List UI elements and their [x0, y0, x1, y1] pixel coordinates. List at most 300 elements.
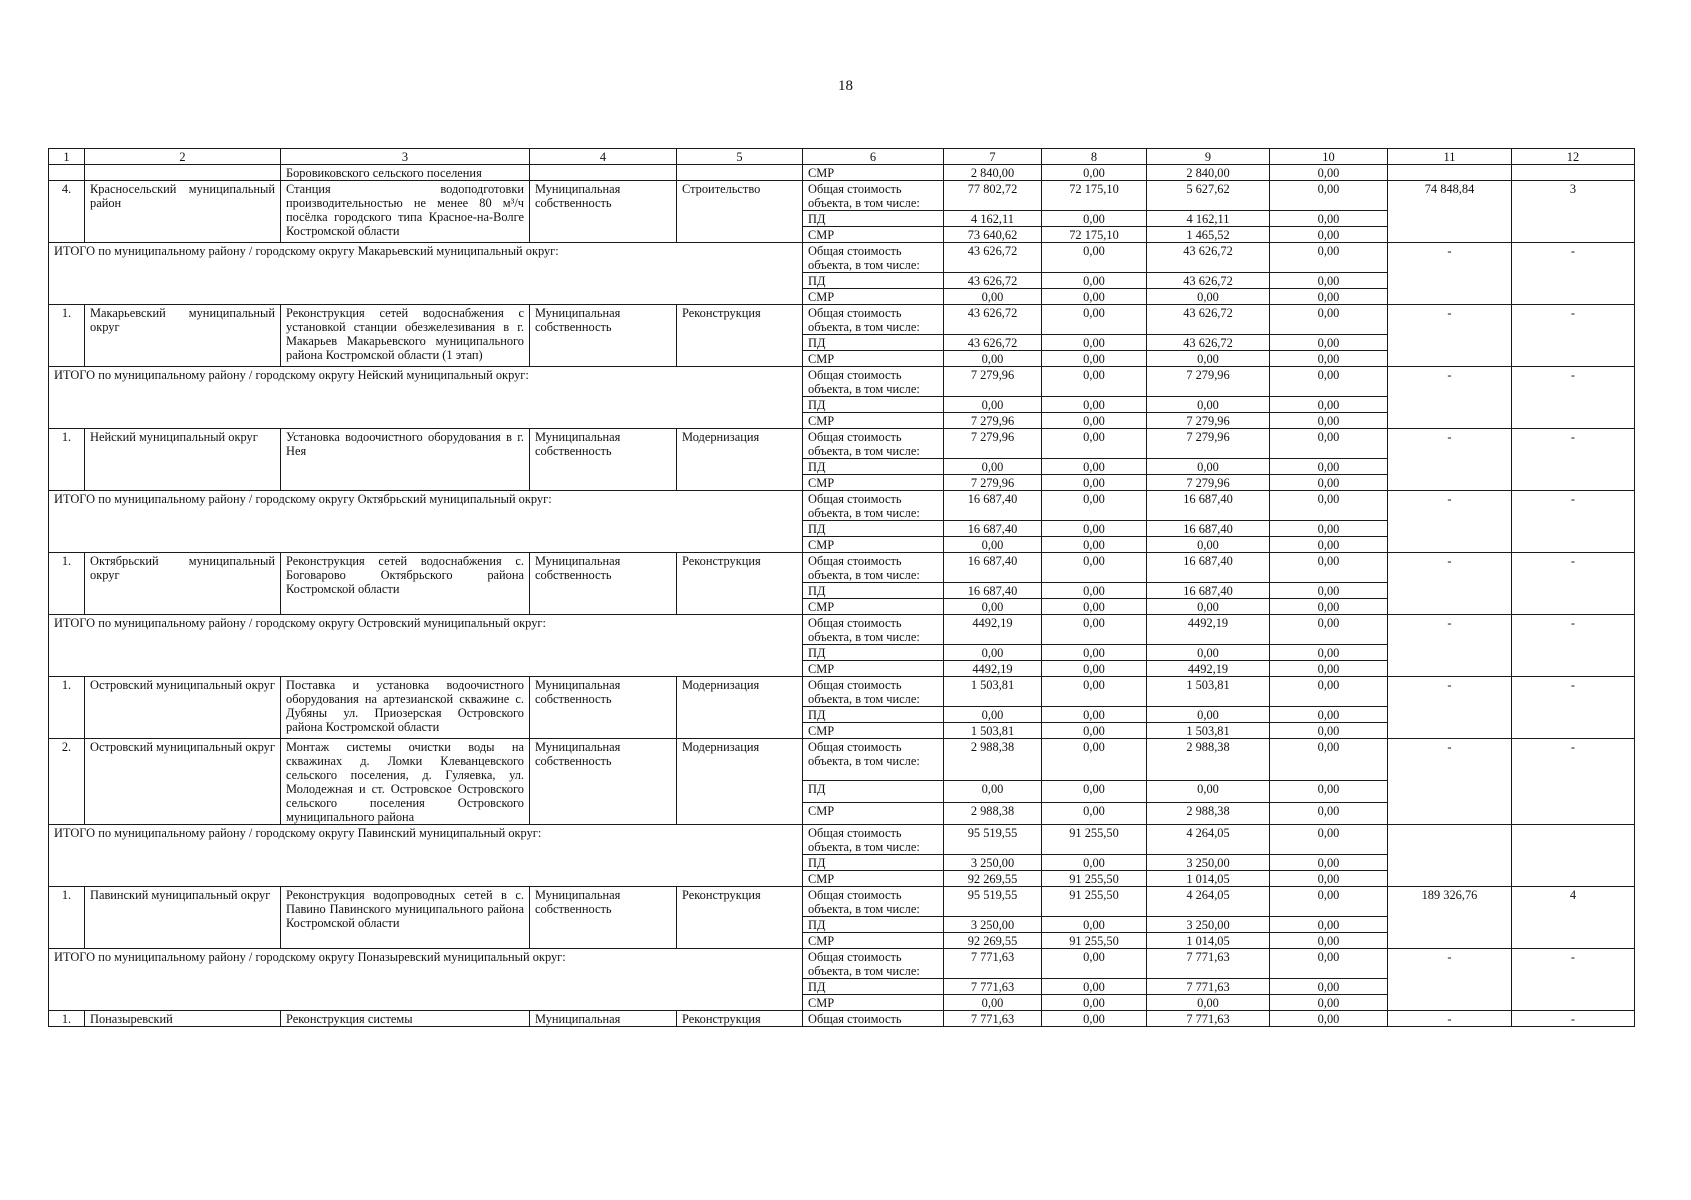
ownership-cell: [530, 165, 677, 181]
regional-budget-cell: 7 279,96: [1147, 475, 1270, 491]
regional-budget-cell: 7 279,96: [1147, 429, 1270, 459]
local-budget-cell: 0,00: [1270, 273, 1388, 289]
total-cost-cell: 4492,19: [944, 615, 1042, 645]
total-cost-cell: 0,00: [944, 397, 1042, 413]
column-12-cell: -: [1512, 949, 1635, 1011]
local-budget-cell: 0,00: [1270, 933, 1388, 949]
subtotal-label-cell: ИТОГО по муниципальному району / городскому округу Поназыревский муниципальный округ:: [49, 949, 803, 1011]
work-type-cell: Реконструкция: [677, 305, 803, 367]
table-row: [49, 1011, 1635, 1027]
column-number-header: 4: [530, 149, 677, 165]
local-budget-cell: 0,00: [1270, 397, 1388, 413]
cost-type-cell: СМР: [803, 933, 944, 949]
column-11-cell: -: [1388, 1011, 1512, 1027]
row-number-cell: 1.: [49, 887, 85, 949]
total-cost-cell: 0,00: [944, 537, 1042, 553]
row-number-cell: 1.: [49, 429, 85, 491]
cost-type-cell: Общая стоимость объекта, в том числе:: [803, 825, 944, 855]
column-12-cell: -: [1512, 429, 1635, 491]
federal-budget-cell: 0,00: [1042, 802, 1147, 824]
local-budget-cell: 0,00: [1270, 802, 1388, 824]
cost-type-cell: СМР: [803, 995, 944, 1011]
work-type-cell: Реконструкция: [677, 887, 803, 949]
regional-budget-cell: 2 988,38: [1147, 802, 1270, 824]
ownership-cell: Муниципальная: [530, 1011, 677, 1027]
regional-budget-cell: 1 503,81: [1147, 677, 1270, 707]
regional-budget-cell: 16 687,40: [1147, 521, 1270, 537]
column-12-cell: -: [1512, 1011, 1635, 1027]
regional-budget-cell: 4 264,05: [1147, 825, 1270, 855]
federal-budget-cell: 0,00: [1042, 351, 1147, 367]
total-cost-cell: 43 626,72: [944, 243, 1042, 273]
cost-type-cell: ПД: [803, 855, 944, 871]
column-11-cell: 189 326,76: [1388, 887, 1512, 949]
column-12-cell: -: [1512, 491, 1635, 553]
total-cost-cell: 16 687,40: [944, 521, 1042, 537]
column-number-header: 11: [1388, 149, 1512, 165]
object-name-cell: Поставка и установка водоочистного оборудования на артезианской скважине с. Дубяны ул. Приозерская Островского района Костромской области: [281, 677, 530, 739]
column-number-header: 6: [803, 149, 944, 165]
column-12-cell: [1512, 825, 1635, 887]
cost-type-cell: Общая стоимость объекта, в том числе:: [803, 887, 944, 917]
local-budget-cell: 0,00: [1270, 599, 1388, 615]
column-number-header: 3: [281, 149, 530, 165]
table-row: [49, 181, 1635, 211]
cost-type-cell: СМР: [803, 351, 944, 367]
regional-budget-cell: 3 250,00: [1147, 855, 1270, 871]
subtotal-row: [49, 243, 1635, 273]
regional-budget-cell: 43 626,72: [1147, 335, 1270, 351]
total-cost-cell: 0,00: [944, 645, 1042, 661]
total-cost-cell: 73 640,62: [944, 227, 1042, 243]
total-cost-cell: 0,00: [944, 459, 1042, 475]
total-cost-cell: 3 250,00: [944, 855, 1042, 871]
subtotal-row: [49, 367, 1635, 397]
subtotal-label-cell: ИТОГО по муниципальному району / городскому округу Нейский муниципальный округ:: [49, 367, 803, 429]
regional-budget-cell: 4 264,05: [1147, 887, 1270, 917]
local-budget-cell: 0,00: [1270, 707, 1388, 723]
regional-budget-cell: 5 627,62: [1147, 181, 1270, 211]
regional-budget-cell: 0,00: [1147, 351, 1270, 367]
total-cost-cell: 0,00: [944, 995, 1042, 1011]
cost-type-cell: СМР: [803, 871, 944, 887]
local-budget-cell: 0,00: [1270, 429, 1388, 459]
federal-budget-cell: 0,00: [1042, 645, 1147, 661]
regional-budget-cell: 3 250,00: [1147, 917, 1270, 933]
federal-budget-cell: 0,00: [1042, 165, 1147, 181]
total-cost-cell: 2 840,00: [944, 165, 1042, 181]
total-cost-cell: 95 519,55: [944, 825, 1042, 855]
federal-budget-cell: 0,00: [1042, 739, 1147, 781]
column-number-header: 12: [1512, 149, 1635, 165]
local-budget-cell: 0,00: [1270, 645, 1388, 661]
row-number-cell: 4.: [49, 181, 85, 243]
regional-budget-cell: 0,00: [1147, 995, 1270, 1011]
row-number-cell: 1.: [49, 677, 85, 739]
cost-type-cell: Общая стоимость объекта, в том числе:: [803, 739, 944, 781]
federal-budget-cell: 91 255,50: [1042, 933, 1147, 949]
cost-type-cell: ПД: [803, 780, 944, 802]
local-budget-cell: 0,00: [1270, 305, 1388, 335]
federal-budget-cell: 0,00: [1042, 707, 1147, 723]
local-budget-cell: 0,00: [1270, 871, 1388, 887]
column-number-header: 10: [1270, 149, 1388, 165]
work-type-cell: Модернизация: [677, 677, 803, 739]
total-cost-cell: 7 279,96: [944, 367, 1042, 397]
federal-budget-cell: 0,00: [1042, 289, 1147, 305]
total-cost-cell: 7 279,96: [944, 429, 1042, 459]
regional-budget-cell: 0,00: [1147, 707, 1270, 723]
total-cost-cell: 0,00: [944, 707, 1042, 723]
federal-budget-cell: 0,00: [1042, 211, 1147, 227]
local-budget-cell: 0,00: [1270, 351, 1388, 367]
column-12-cell: [1512, 165, 1635, 181]
cost-type-cell: Общая стоимость: [803, 1011, 944, 1027]
federal-budget-cell: 0,00: [1042, 661, 1147, 677]
regional-budget-cell: 1 503,81: [1147, 723, 1270, 739]
column-12-cell: -: [1512, 677, 1635, 739]
federal-budget-cell: 0,00: [1042, 367, 1147, 397]
cost-type-cell: Общая стоимость объекта, в том числе:: [803, 181, 944, 211]
table-row: [49, 429, 1635, 459]
local-budget-cell: 0,00: [1270, 367, 1388, 397]
object-name-cell: Боровиковского сельского поселения: [281, 165, 530, 181]
total-cost-cell: 95 519,55: [944, 887, 1042, 917]
regional-budget-cell: 1 465,52: [1147, 227, 1270, 243]
local-budget-cell: 0,00: [1270, 723, 1388, 739]
federal-budget-cell: 0,00: [1042, 583, 1147, 599]
subtotal-row: [49, 825, 1635, 855]
object-name-cell: Монтаж системы очистки воды на скважинах д. Ломки Клеванцевского сельского поселения, д. Гуляевка, ул. Молодежная и ст. Островское Островского сельского поселения Островского муниципального района: [281, 739, 530, 825]
column-11-cell: -: [1388, 491, 1512, 553]
work-type-cell: Строительство: [677, 181, 803, 243]
cost-type-cell: СМР: [803, 537, 944, 553]
regional-budget-cell: 43 626,72: [1147, 243, 1270, 273]
total-cost-cell: 43 626,72: [944, 305, 1042, 335]
row-number-cell: 2.: [49, 739, 85, 825]
federal-budget-cell: 72 175,10: [1042, 181, 1147, 211]
subtotal-row: [49, 615, 1635, 645]
federal-budget-cell: 0,00: [1042, 491, 1147, 521]
column-11-cell: -: [1388, 243, 1512, 305]
municipality-cell: Островский муниципальный округ: [85, 677, 281, 739]
row-number-cell: 1.: [49, 305, 85, 367]
federal-budget-cell: 91 255,50: [1042, 887, 1147, 917]
total-cost-cell: 2 988,38: [944, 739, 1042, 781]
federal-budget-cell: 72 175,10: [1042, 227, 1147, 243]
local-budget-cell: 0,00: [1270, 995, 1388, 1011]
regional-budget-cell: 0,00: [1147, 537, 1270, 553]
municipality-cell: Поназыревский: [85, 1011, 281, 1027]
table-row: [49, 165, 1635, 181]
federal-budget-cell: 0,00: [1042, 723, 1147, 739]
federal-budget-cell: 0,00: [1042, 459, 1147, 475]
regional-budget-cell: 0,00: [1147, 599, 1270, 615]
cost-type-cell: Общая стоимость объекта, в том числе:: [803, 367, 944, 397]
cost-type-cell: ПД: [803, 335, 944, 351]
cost-type-cell: Общая стоимость объекта, в том числе:: [803, 305, 944, 335]
subtotal-label-cell: ИТОГО по муниципальному району / городскому округу Павинский муниципальный округ:: [49, 825, 803, 887]
object-name-cell: Реконструкция водопроводных сетей в с. Павино Павинского муниципального района Костромской области: [281, 887, 530, 949]
cost-type-cell: Общая стоимость объекта, в том числе:: [803, 553, 944, 583]
work-type-cell: Реконструкция: [677, 553, 803, 615]
total-cost-cell: 77 802,72: [944, 181, 1042, 211]
column-number-header: 1: [49, 149, 85, 165]
column-11-cell: -: [1388, 429, 1512, 491]
investment-objects-table: [48, 148, 1635, 1027]
cost-type-cell: ПД: [803, 397, 944, 413]
regional-budget-cell: 7 279,96: [1147, 367, 1270, 397]
federal-budget-cell: 0,00: [1042, 413, 1147, 429]
ownership-cell: Муниципальная собственность: [530, 429, 677, 491]
object-name-cell: Установка водоочистного оборудования в г. Нея: [281, 429, 530, 491]
column-12-cell: -: [1512, 367, 1635, 429]
local-budget-cell: 0,00: [1270, 181, 1388, 211]
table-row: [49, 677, 1635, 707]
cost-type-cell: ПД: [803, 583, 944, 599]
regional-budget-cell: 43 626,72: [1147, 273, 1270, 289]
cost-type-cell: ПД: [803, 645, 944, 661]
cost-type-cell: СМР: [803, 475, 944, 491]
total-cost-cell: 16 687,40: [944, 491, 1042, 521]
federal-budget-cell: 0,00: [1042, 553, 1147, 583]
municipality-cell: Красносельский муниципальный район: [85, 181, 281, 243]
federal-budget-cell: 91 255,50: [1042, 871, 1147, 887]
column-number-header: 8: [1042, 149, 1147, 165]
cost-type-cell: Общая стоимость объекта, в том числе:: [803, 491, 944, 521]
total-cost-cell: 4 162,11: [944, 211, 1042, 227]
local-budget-cell: 0,00: [1270, 335, 1388, 351]
subtotal-row: [49, 949, 1635, 979]
local-budget-cell: 0,00: [1270, 780, 1388, 802]
regional-budget-cell: 0,00: [1147, 289, 1270, 305]
municipality-cell: Павинский муниципальный округ: [85, 887, 281, 949]
table-row: [49, 739, 1635, 781]
local-budget-cell: 0,00: [1270, 521, 1388, 537]
federal-budget-cell: 0,00: [1042, 979, 1147, 995]
local-budget-cell: 0,00: [1270, 677, 1388, 707]
regional-budget-cell: 0,00: [1147, 780, 1270, 802]
table-row: [49, 887, 1635, 917]
federal-budget-cell: 0,00: [1042, 335, 1147, 351]
subtotal-label-cell: ИТОГО по муниципальному району / городскому округу Островский муниципальный округ:: [49, 615, 803, 677]
column-12-cell: -: [1512, 243, 1635, 305]
ownership-cell: Муниципальная собственность: [530, 887, 677, 949]
column-11-cell: [1388, 825, 1512, 887]
local-budget-cell: 0,00: [1270, 243, 1388, 273]
federal-budget-cell: 0,00: [1042, 1011, 1147, 1027]
cost-type-cell: Общая стоимость объекта, в том числе:: [803, 243, 944, 273]
municipality-cell: Островский муниципальный округ: [85, 739, 281, 825]
local-budget-cell: 0,00: [1270, 615, 1388, 645]
federal-budget-cell: 0,00: [1042, 397, 1147, 413]
local-budget-cell: 0,00: [1270, 917, 1388, 933]
column-number-header: 2: [85, 149, 281, 165]
total-cost-cell: 1 503,81: [944, 723, 1042, 739]
cost-type-cell: Общая стоимость объекта, в том числе:: [803, 949, 944, 979]
regional-budget-cell: 7 279,96: [1147, 413, 1270, 429]
subtotal-label-cell: ИТОГО по муниципальному району / городскому округу Октябрьский муниципальный округ:: [49, 491, 803, 553]
subtotal-row: [49, 491, 1635, 521]
local-budget-cell: 0,00: [1270, 887, 1388, 917]
column-number-header: 7: [944, 149, 1042, 165]
total-cost-cell: 92 269,55: [944, 871, 1042, 887]
municipality-cell: Октябрьский муниципальный округ: [85, 553, 281, 615]
total-cost-cell: 0,00: [944, 780, 1042, 802]
table-row: [49, 553, 1635, 583]
cost-type-cell: ПД: [803, 707, 944, 723]
cost-type-cell: Общая стоимость объекта, в том числе:: [803, 615, 944, 645]
total-cost-cell: 7 771,63: [944, 1011, 1042, 1027]
page-number: 18: [838, 78, 853, 94]
work-type-cell: [677, 165, 803, 181]
total-cost-cell: 4492,19: [944, 661, 1042, 677]
cost-type-cell: ПД: [803, 521, 944, 537]
column-12-cell: -: [1512, 739, 1635, 825]
column-12-cell: -: [1512, 615, 1635, 677]
cost-type-cell: ПД: [803, 979, 944, 995]
ownership-cell: Муниципальная собственность: [530, 677, 677, 739]
subtotal-label-cell: ИТОГО по муниципальному району / городскому округу Макарьевский муниципальный округ:: [49, 243, 803, 305]
total-cost-cell: 16 687,40: [944, 553, 1042, 583]
federal-budget-cell: 0,00: [1042, 780, 1147, 802]
cost-type-cell: СМР: [803, 413, 944, 429]
cost-type-cell: ПД: [803, 211, 944, 227]
local-budget-cell: 0,00: [1270, 475, 1388, 491]
column-11-cell: -: [1388, 553, 1512, 615]
cost-type-cell: СМР: [803, 165, 944, 181]
regional-budget-cell: 2 988,38: [1147, 739, 1270, 781]
object-name-cell: Реконструкция сетей водоснабжения с установкой станции обезжелезивания в г. Макарьев Макарьевского муниципального района Костромской области (1 этап): [281, 305, 530, 367]
row-number-cell: 1.: [49, 553, 85, 615]
local-budget-cell: 0,00: [1270, 289, 1388, 305]
object-name-cell: Реконструкция системы: [281, 1011, 530, 1027]
local-budget-cell: 0,00: [1270, 661, 1388, 677]
total-cost-cell: 43 626,72: [944, 273, 1042, 289]
local-budget-cell: 0,00: [1270, 739, 1388, 781]
federal-budget-cell: 0,00: [1042, 243, 1147, 273]
local-budget-cell: 0,00: [1270, 553, 1388, 583]
column-11-cell: [1388, 165, 1512, 181]
cost-type-cell: Общая стоимость объекта, в том числе:: [803, 429, 944, 459]
total-cost-cell: 0,00: [944, 289, 1042, 305]
cost-type-cell: ПД: [803, 459, 944, 475]
cost-type-cell: ПД: [803, 917, 944, 933]
regional-budget-cell: 1 014,05: [1147, 871, 1270, 887]
regional-budget-cell: 0,00: [1147, 645, 1270, 661]
column-number-header: 5: [677, 149, 803, 165]
total-cost-cell: 3 250,00: [944, 917, 1042, 933]
cost-type-cell: СМР: [803, 661, 944, 677]
local-budget-cell: 0,00: [1270, 459, 1388, 475]
column-11-cell: -: [1388, 305, 1512, 367]
local-budget-cell: 0,00: [1270, 979, 1388, 995]
federal-budget-cell: 0,00: [1042, 475, 1147, 491]
regional-budget-cell: 0,00: [1147, 397, 1270, 413]
federal-budget-cell: 0,00: [1042, 917, 1147, 933]
federal-budget-cell: 0,00: [1042, 995, 1147, 1011]
column-11-cell: -: [1388, 677, 1512, 739]
federal-budget-cell: 0,00: [1042, 521, 1147, 537]
federal-budget-cell: 0,00: [1042, 305, 1147, 335]
column-number-header: 9: [1147, 149, 1270, 165]
regional-budget-cell: 43 626,72: [1147, 305, 1270, 335]
ownership-cell: Муниципальная собственность: [530, 305, 677, 367]
local-budget-cell: 0,00: [1270, 825, 1388, 855]
column-12-cell: -: [1512, 305, 1635, 367]
table-row: [49, 305, 1635, 335]
local-budget-cell: 0,00: [1270, 1011, 1388, 1027]
local-budget-cell: 0,00: [1270, 165, 1388, 181]
local-budget-cell: 0,00: [1270, 537, 1388, 553]
total-cost-cell: 2 988,38: [944, 802, 1042, 824]
federal-budget-cell: 0,00: [1042, 273, 1147, 289]
object-name-cell: Реконструкция сетей водоснабжения с. Боговарово Октябрьского района Костромской области: [281, 553, 530, 615]
municipality-cell: Макарьевский муниципальный округ: [85, 305, 281, 367]
ownership-cell: Муниципальная собственность: [530, 553, 677, 615]
column-11-cell: -: [1388, 739, 1512, 825]
federal-budget-cell: 0,00: [1042, 855, 1147, 871]
local-budget-cell: 0,00: [1270, 949, 1388, 979]
work-type-cell: Модернизация: [677, 739, 803, 825]
regional-budget-cell: 4492,19: [1147, 661, 1270, 677]
local-budget-cell: 0,00: [1270, 413, 1388, 429]
local-budget-cell: 0,00: [1270, 855, 1388, 871]
regional-budget-cell: 4492,19: [1147, 615, 1270, 645]
regional-budget-cell: 16 687,40: [1147, 491, 1270, 521]
cost-type-cell: СМР: [803, 599, 944, 615]
object-name-cell: Станция водоподготовки производительностью не менее 80 м³/ч посёлка городского типа Красное-на-Волге Костромской области: [281, 181, 530, 243]
regional-budget-cell: 16 687,40: [1147, 583, 1270, 599]
local-budget-cell: 0,00: [1270, 227, 1388, 243]
column-12-cell: 4: [1512, 887, 1635, 949]
local-budget-cell: 0,00: [1270, 583, 1388, 599]
cost-type-cell: ПД: [803, 273, 944, 289]
total-cost-cell: 7 771,63: [944, 979, 1042, 995]
work-type-cell: Реконструкция: [677, 1011, 803, 1027]
federal-budget-cell: 0,00: [1042, 599, 1147, 615]
total-cost-cell: 0,00: [944, 351, 1042, 367]
total-cost-cell: 0,00: [944, 599, 1042, 615]
row-number-cell: [49, 165, 85, 181]
total-cost-cell: 16 687,40: [944, 583, 1042, 599]
total-cost-cell: 7 279,96: [944, 413, 1042, 429]
federal-budget-cell: 0,00: [1042, 677, 1147, 707]
ownership-cell: Муниципальная собственность: [530, 181, 677, 243]
federal-budget-cell: 0,00: [1042, 615, 1147, 645]
total-cost-cell: 7 771,63: [944, 949, 1042, 979]
row-number-cell: 1.: [49, 1011, 85, 1027]
column-11-cell: 74 848,84: [1388, 181, 1512, 243]
federal-budget-cell: 0,00: [1042, 537, 1147, 553]
local-budget-cell: 0,00: [1270, 211, 1388, 227]
cost-type-cell: Общая стоимость объекта, в том числе:: [803, 677, 944, 707]
municipality-cell: [85, 165, 281, 181]
regional-budget-cell: 0,00: [1147, 459, 1270, 475]
regional-budget-cell: 7 771,63: [1147, 949, 1270, 979]
federal-budget-cell: 0,00: [1042, 949, 1147, 979]
column-11-cell: -: [1388, 367, 1512, 429]
federal-budget-cell: 0,00: [1042, 429, 1147, 459]
total-cost-cell: 43 626,72: [944, 335, 1042, 351]
regional-budget-cell: 16 687,40: [1147, 553, 1270, 583]
total-cost-cell: 1 503,81: [944, 677, 1042, 707]
regional-budget-cell: 7 771,63: [1147, 1011, 1270, 1027]
federal-budget-cell: 91 255,50: [1042, 825, 1147, 855]
cost-type-cell: СМР: [803, 802, 944, 824]
column-12-cell: -: [1512, 553, 1635, 615]
column-11-cell: -: [1388, 615, 1512, 677]
